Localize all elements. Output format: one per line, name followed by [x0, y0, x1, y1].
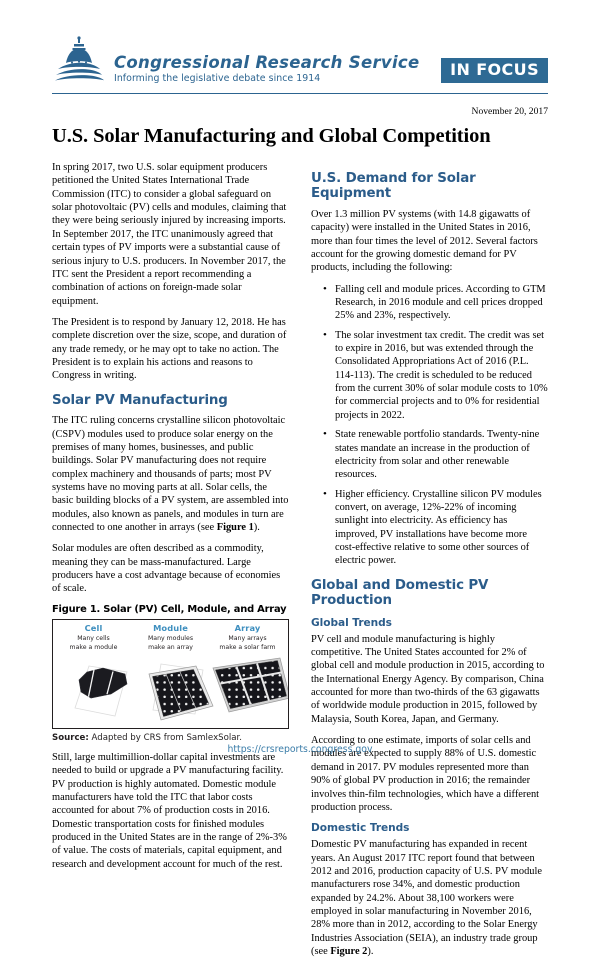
figure-label-title: Array: [234, 622, 261, 633]
manufacturing-paragraph: [52, 414, 289, 534]
list-item: • Higher efficiency. Crystalline silicon PV modules convert, on average, 12%-22% of incoming sunlight into electricity. As efficiency has improved, PV installations have become more cost-effective relative to some other sources of electric power.: [325, 488, 548, 568]
figure-label-module: [132, 624, 209, 652]
figure-label-title: Module: [153, 622, 188, 633]
figure-1-reference: Figure 1: [216, 522, 254, 534]
figure-label-subtitle-line1: Many arrays: [228, 634, 267, 642]
figure-1-caption: Figure 1. Solar (PV) Cell, Module, and Array: [52, 603, 287, 615]
footer-url-link[interactable]: https://crsreports.congress.gov: [227, 744, 373, 755]
content-columns: [52, 161, 548, 967]
right-column: [311, 161, 548, 967]
figure-label-subtitle-line2: make a module: [69, 643, 118, 651]
list-item: • The solar investment tax credit. The credit was set to expire in 2016, but was extended through the Consolidated Appropriations Act of 2016 (P.L. 114-113). The credit is scheduled to be reduced from the current 30% of solar module costs to 10% for commercial projects and to 0% for residential projects in 2022.: [325, 329, 548, 423]
page-title: U.S. Solar Manufacturing and Global Competition: [52, 125, 491, 147]
figure-1-labels: [53, 620, 288, 652]
figure-2-reference: Figure 2: [330, 946, 368, 958]
manufacturing-text-a-end: ).: [253, 522, 260, 534]
section-heading-global-domestic-production: Global and Domestic PV Production: [311, 577, 489, 609]
figure-label-subtitle-line2: make an array: [148, 643, 193, 651]
domestic-trends-paragraph: [311, 838, 548, 958]
solar-panel-illustration: [53, 650, 288, 728]
masthead-divider: [52, 93, 548, 94]
manufacturing-text-a: The ITC ruling concerns crystalline silicon photovoltaic (CSPV) modules used to produce solar energy on the premises of many homes, businesses, and public buildings. Solar PV manufacturing does not require complex machinery and thousands of parts; most PV systems have no moving parts at all. Solar cells, the basic building blocks of a PV system, are assembled into modules, also known as panels, and modules in turn are connected to one another in arrays (see: [52, 415, 289, 534]
capitol-dome-icon: [52, 36, 110, 86]
section-heading-us-demand: U.S. Demand for Solar Equipment: [311, 171, 476, 202]
solar-module-shape: [149, 666, 213, 720]
section-heading-solar-pv-manufacturing: Solar PV Manufacturing: [52, 392, 228, 408]
subsection-heading-domestic-trends: Domestic Trends: [311, 822, 410, 835]
president-response-paragraph: The President is to respond by January 12, 2018. He has complete discretion over the size, scope, and duration of any trade remedy, or he may opt to take no action. The President is to explain his actions and reasons to Congress in writing.: [52, 316, 287, 382]
figure-label-title: Cell: [84, 622, 103, 633]
solar-cell-shape: [79, 668, 127, 698]
document-date: November 20, 2017: [471, 106, 548, 117]
figure-label-subtitle-line1: Many cells: [77, 634, 110, 642]
figure-source-label: Source:: [52, 732, 89, 743]
global-trends-paragraph-b: According to one estimate, imports of solar cells and modules are expected to supply 88% of U.S. domestic demand in 2017. PV modules represented more than 90% of global PV production in 2016; the remainder involves thin-film technologies, which have a different production process.: [311, 735, 540, 813]
demand-factors-list: [311, 283, 548, 568]
crs-wordmark: [114, 54, 419, 86]
list-item: • State renewable portfolio standards. Twenty-nine states mandate an increase in the production of electricity from solar and other renewable resources.: [325, 428, 548, 481]
figure-label-cell: [55, 624, 132, 652]
capital-investment-paragraph: Still, large multimillion-dollar capital investments are needed to build or upgrade a PV manufacturing facility. PV production is highly automated. Domestic module manufacturers have told the ITC that labor costs accounted for about 7% of production costs in 2016. Domestic transportation costs for finished modules produced in the United States are in the range of 2%-3% of value. The costs of materials, capital equipment, and research and development account for much of the rest.: [52, 751, 287, 870]
masthead: [52, 28, 548, 86]
figure-1-source: [52, 733, 289, 743]
crs-tagline: Informing the legislative debate since 1914: [114, 73, 321, 84]
demand-paragraph: Over 1.3 million PV systems (with 14.8 gigawatts of capacity) were installed in the United States in 2016, more than four times the level of 2012. Several factors account for the growing domestic demand for PV products, including the following:: [311, 208, 538, 274]
figure-label-subtitle-line1: Many modules: [147, 634, 194, 642]
crs-organization-name: Congressional Research Service: [114, 52, 420, 72]
global-trends-paragraph-a: PV cell and module manufacturing is highly competitive. The United States accounted for 2% of global cell and module production in 2015, according to the International Energy Agency. By comparison, China accounted for more than two-thirds of the 63 gigawatts of worldwide module production in 2015, followed by Malaysia, South Korea, Japan, and Germany.: [311, 633, 545, 725]
figure-1-box: [52, 619, 289, 729]
figure-label-subtitle-line2: make a solar farm: [219, 643, 276, 651]
domestic-text-end: ).: [367, 946, 374, 958]
figure-source-text: Adapted by CRS from SamlexSolar.: [91, 732, 242, 743]
subsection-heading-global-trends: Global Trends: [311, 616, 392, 629]
solar-array-shape: [213, 658, 289, 712]
intro-paragraph: In spring 2017, two U.S. solar equipment producers petitioned the United States International Trade Commission (ITC) to consider a global safeguard on solar photovoltaic (PV) cells and modules, claiming that they were being seriously injured by increasing imports. In September 2017, the ITC unanimously agreed that certain types of PV imports were a substantial cause of serious injury to U.S. producers. In November 2017, the ITC sent the President a report recommending a combination of actions on foreign-made solar equipment.: [52, 162, 287, 307]
commodity-paragraph: Solar modules are often described as a commodity, meaning they can be mass-manufactured. Large producers have a cost advantage because of economies of scale.: [52, 543, 281, 595]
in-focus-badge: IN FOCUS: [441, 58, 548, 83]
left-column: [52, 161, 289, 967]
list-item: • Falling cell and module prices. According to GTM Research, in 2016 module and cell prices dropped 25% and 23%, respectively.: [325, 283, 548, 323]
domestic-text: Domestic PV manufacturing has expanded in recent years. An August 2017 ITC report found that between 2012 and 2016, production capacity of U.S. PV module manufacturers rose 34%, and domestic production expanded by 24.2%. About 38,100 workers were employed in solar manufacturing in November 2016, 28% more than in 2012, according to the Solar Energy Industries Association (SEIA), an industry trade group (see: [311, 839, 542, 958]
figure-label-array: [209, 624, 286, 652]
